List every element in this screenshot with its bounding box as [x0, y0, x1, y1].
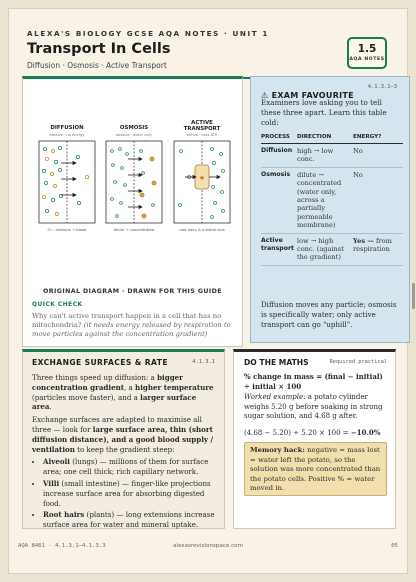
exchange-paragraph-2: Exchange surfaces are adapted to maximise all three — look for large surface area, thin (short diffusion distance), and a good blood supply / ventilation to keep the gradient steep: — [32, 415, 214, 454]
active-title-2: TRANSPORT — [183, 126, 221, 132]
table-row — [261, 167, 403, 233]
exam-title-text: EXAM FAVOURITE — [271, 91, 354, 100]
badge-label: AQA NOTES — [349, 57, 385, 62]
transport-diagram — [23, 79, 242, 284]
worked-example — [244, 393, 387, 422]
scrollbar-thumb[interactable] — [412, 283, 415, 309]
process-cell: Diffusion — [261, 144, 297, 168]
worked-example-text: : a potato cylinder weighs 5.20 g before soaking in strong sugar solution, and 4.68 g after. — [244, 393, 383, 421]
exchange-list — [43, 457, 215, 530]
quick-check-answer: (it needs energy released by respiration to move particles against the concentration gradient) — [32, 321, 231, 338]
osmosis-footnote: dilute → concentrated — [113, 228, 155, 232]
column-header: PROCESS — [261, 132, 297, 144]
header — [27, 29, 389, 70]
diffusion-arrows — [61, 162, 76, 197]
diffusion-footnote: O₂ : alveolus → blood — [47, 228, 87, 232]
page-title: Transport In Cells — [27, 41, 171, 57]
active-subtitle: active · uses ATP — [186, 133, 218, 137]
diffusion-title: DIFFUSION — [50, 125, 84, 131]
process-cell: Active transport — [261, 233, 297, 265]
required-practical-tag: Required practical — [329, 359, 387, 365]
osmosis-subtitle: passive · water only — [116, 133, 152, 137]
quick-check-title: QUICK CHECK — [32, 302, 83, 308]
exchange-ref: 4.1.3.1 — [192, 359, 215, 365]
exchange-surfaces-card — [22, 349, 225, 529]
exchange-paragraph-1: Three things speed up diffusion: a bigger concentration gradient, a higher temperature (particles move faster), and a larger surface area. — [32, 373, 214, 412]
footer-website: alexasrevisionspace.com — [172, 543, 244, 549]
list-item: • Root hairs (plants) — long extensions increase surface area for water and mineral uptake. — [43, 510, 215, 530]
exchange-title: EXCHANGE SURFACES & RATE — [32, 358, 168, 367]
diagram-caption: ORIGINAL DIAGRAM · DRAWN FOR THIS GUIDE — [43, 288, 222, 295]
atp-star-icon: ★ — [198, 174, 206, 182]
page-subtitle: Diffusion · Osmosis · Active Transport — [27, 61, 167, 70]
do-the-maths-card — [233, 349, 396, 529]
mass-change-formula: % change in mass = (final − initial) ÷ initial × 100 — [244, 372, 383, 391]
table-row — [261, 233, 403, 265]
list-item: • Alveoli (lungs) — millions of them for surface area; one cell thick; rich capillary network. — [43, 457, 215, 477]
energy-yes: Yes — — [353, 236, 374, 245]
process-table — [261, 132, 403, 266]
active-footnote: root hairs & mineral ions — [179, 228, 225, 232]
process-cell: Osmosis — [261, 167, 297, 233]
footer-spec-ref: AQA 8461 · 4.1.3.1–4.1.3.3 — [18, 543, 106, 549]
badge-number: 1.5 — [357, 43, 377, 55]
column-header: DIRECTION — [297, 132, 353, 144]
direction-cell: low → high conc. (against the gradient) — [297, 233, 353, 265]
diffusion-subtitle: passive · no energy — [49, 133, 85, 137]
direction-cell: dilute → concentrated (water only, across a partially permeable membrane) — [297, 167, 353, 233]
page-number: 05 — [391, 543, 398, 549]
energy-source: from respiration — [353, 236, 392, 254]
memory-hack-text: negative = mass lost = water left the potato, so the solution was more concentrated than the potato cells. Positive % = water moved in. — [250, 446, 381, 493]
calculation: (4.68 − 5.20) ÷ 5.20 × 100 = −10.0% — [244, 428, 381, 437]
osmosis-arrows — [128, 158, 142, 209]
quick-check-question — [32, 312, 233, 339]
column-header: ENERGY? — [353, 132, 403, 144]
memory-hack-box — [244, 442, 387, 496]
table-row — [261, 144, 403, 168]
page-footer — [18, 543, 398, 549]
list-item: • Villi (small intestine) — finger-like projections increase surface area for absorbing digested food. — [43, 479, 215, 508]
energy-cell — [353, 233, 403, 265]
exam-favourite-card — [250, 76, 410, 343]
diffusion-particles — [42, 146, 88, 215]
energy-cell: No — [353, 167, 403, 233]
quick-check — [32, 302, 233, 339]
exam-intro: Examiners love asking you to tell these three apart. Learn this table cold: — [261, 98, 387, 127]
energy-cell: No — [353, 144, 403, 168]
section-badge — [347, 37, 387, 69]
osmosis-particles — [111, 148, 156, 218]
exchange-body — [32, 373, 215, 532]
calculation-result: −10.0% — [350, 428, 381, 437]
warning-icon: ⚠ — [261, 91, 269, 100]
table-header-row — [261, 132, 403, 144]
memory-hack-label: Memory hack: — [250, 446, 305, 454]
series-label: ALEXA'S BIOLOGY GCSE AQA NOTES · UNIT 1 — [27, 29, 269, 38]
diagram-card — [22, 76, 243, 347]
osmosis-title: OSMOSIS — [119, 125, 149, 131]
exam-ref: 4.1.3.1–3 — [367, 84, 397, 90]
worked-example-label: Worked example — [244, 393, 304, 401]
maths-title: DO THE MATHS — [244, 358, 309, 367]
direction-cell: high → low conc. — [297, 144, 353, 168]
active-title-1: ACTIVE — [191, 120, 213, 126]
exam-footer-note: Diffusion moves any particle; osmosis is specifically water; only active transport can go "uphill". — [261, 300, 397, 329]
quick-check-question-text: Why can't active transport happen in a cell that has no mitochondria? — [32, 312, 222, 329]
